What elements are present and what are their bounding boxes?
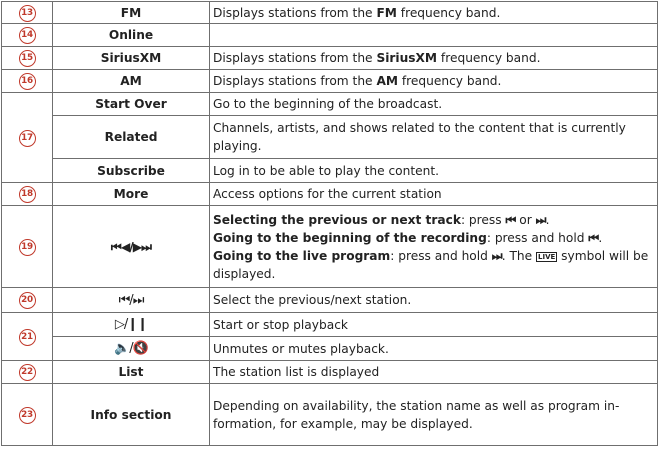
callout-number: 18 (19, 186, 36, 203)
control-label: Online (53, 24, 210, 47)
control-label (53, 313, 210, 337)
radio-controls-table (1, 1, 658, 446)
callout-number: 22 (19, 364, 36, 381)
description: Displays stations from the SiriusXM frequency band. (210, 47, 658, 70)
description: Displays stations from the AM frequency band. (210, 70, 658, 93)
description (210, 24, 658, 47)
control-label (53, 288, 210, 313)
description: Unmutes or mutes playback. (210, 337, 658, 361)
control-label (53, 337, 210, 361)
description: Depending on availability, the station name as well as program in-formation, for example, may be displayed. (210, 384, 658, 446)
description (210, 206, 658, 288)
description: The station list is displayed (210, 361, 658, 384)
play-pause-icon: ▷/❙❙ (114, 317, 148, 332)
number-cell (2, 24, 53, 47)
number-cell (2, 2, 53, 24)
skip-forward-icon: ⏭ (491, 248, 502, 263)
description: Access options for the current station (210, 183, 658, 206)
table-row (2, 93, 658, 116)
table-row (2, 159, 658, 183)
station-prev-next-icon: ⏮/⏭ (118, 292, 144, 308)
description: Channels, artists, and shows related to the content that is currently playing. (210, 116, 658, 159)
skip-back-icon: ⏮ (588, 230, 599, 245)
description: Log in to be able to play the content. (210, 159, 658, 183)
table-row (2, 183, 658, 206)
callout-number: 23 (19, 407, 36, 424)
number-cell (2, 70, 53, 93)
control-label: AM (53, 70, 210, 93)
number-cell (2, 313, 53, 361)
skip-prev-next-icon: ⏮◀/▶⏭ (110, 239, 152, 254)
table-row (2, 47, 658, 70)
volume-mute-icon: 🔈/🔇 (114, 341, 148, 356)
skip-back-icon: ⏮ (505, 212, 516, 227)
callout-number: 14 (19, 27, 36, 44)
control-label: Start Over (53, 93, 210, 116)
table-row (2, 2, 658, 24)
control-label: List (53, 361, 210, 384)
description: Displays stations from the FM frequency band. (210, 2, 658, 24)
control-label (53, 206, 210, 288)
control-label: FM (53, 2, 210, 24)
number-cell (2, 183, 53, 206)
table-row (2, 116, 658, 159)
table-row (2, 206, 658, 288)
number-cell (2, 206, 53, 288)
description-line: Going to the live program: press and hold ⏭. The LIVE symbol will be displayed. (213, 248, 649, 281)
table-row (2, 384, 658, 446)
table-row (2, 288, 658, 313)
number-cell (2, 47, 53, 70)
number-cell (2, 93, 53, 183)
table-row (2, 24, 658, 47)
number-cell (2, 384, 53, 446)
table-row (2, 337, 658, 361)
description-line: Going to the beginning of the recording: press and hold ⏮. (213, 230, 603, 245)
description: Go to the beginning of the broadcast. (210, 93, 658, 116)
control-label: Info section (53, 384, 210, 446)
callout-number: 16 (19, 73, 36, 90)
control-label: SiriusXM (53, 47, 210, 70)
table-row (2, 361, 658, 384)
callout-number: 17 (19, 130, 36, 147)
control-label: Subscribe (53, 159, 210, 183)
control-label: Related (53, 116, 210, 159)
number-cell (2, 288, 53, 313)
callout-number: 20 (19, 292, 36, 309)
table-row (2, 313, 658, 337)
callout-number: 13 (19, 5, 36, 22)
description-line: Selecting the previous or next track: press ⏮ or ⏭. (213, 212, 550, 227)
callout-number: 21 (19, 329, 36, 346)
callout-number: 19 (19, 239, 36, 256)
callout-number: 15 (19, 50, 36, 67)
description: Select the previous/next station. (210, 288, 658, 313)
live-icon: LIVE (538, 252, 556, 261)
skip-forward-icon: ⏭ (535, 212, 546, 227)
table-row (2, 70, 658, 93)
control-label: More (53, 183, 210, 206)
number-cell (2, 361, 53, 384)
description: Start or stop playback (210, 313, 658, 337)
